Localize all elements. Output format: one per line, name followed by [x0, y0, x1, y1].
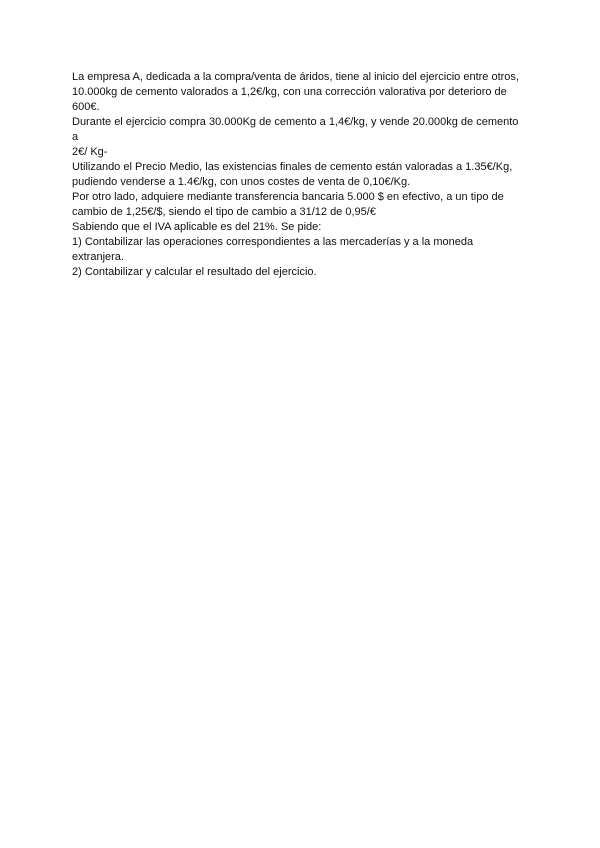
text-line: La empresa A, dedicada a la compra/venta de áridos, tiene al inicio del ejercicio entre otros,: [72, 71, 519, 83]
text-line: Por otro lado, adquiere mediante transferencia bancaria 5.000 $ en efectivo, a un tipo de: [72, 191, 504, 203]
text-line: Durante el ejercicio compra 30.000Kg de cemento a 1,4€/kg, y vende 20.000kg de cemento: [72, 116, 519, 128]
text-line: Sabiendo que el IVA aplicable es del 21%. Se pide:: [72, 221, 322, 233]
text-line: cambio de 1,25€/$, siendo el tipo de cambio a 31/12 de 0,95/€: [72, 206, 376, 218]
text-line: extranjera.: [72, 251, 124, 263]
text-line: 1) Contabilizar las operaciones correspondientes a las mercaderías y a la moneda: [72, 236, 474, 248]
text-line: 2€/ Kg-: [72, 146, 108, 158]
exercise-text: [72, 70, 534, 280]
text-line: Utilizando el Precio Medio, las existencias finales de cemento están valoradas a 1.35€/Kg,: [72, 161, 513, 173]
text-line: 2) Contabilizar y calcular el resultado del ejercicio.: [72, 266, 317, 278]
text-line: 10.000kg de cemento valorados a 1,2€/kg, con una corrección valorativa por deterioro de: [72, 86, 507, 98]
text-line: pudiendo venderse a 1.4€/kg, con unos costes de venta de 0,10€/Kg.: [72, 176, 411, 188]
text-line: 600€.: [72, 101, 100, 113]
text-line: a: [72, 131, 79, 143]
